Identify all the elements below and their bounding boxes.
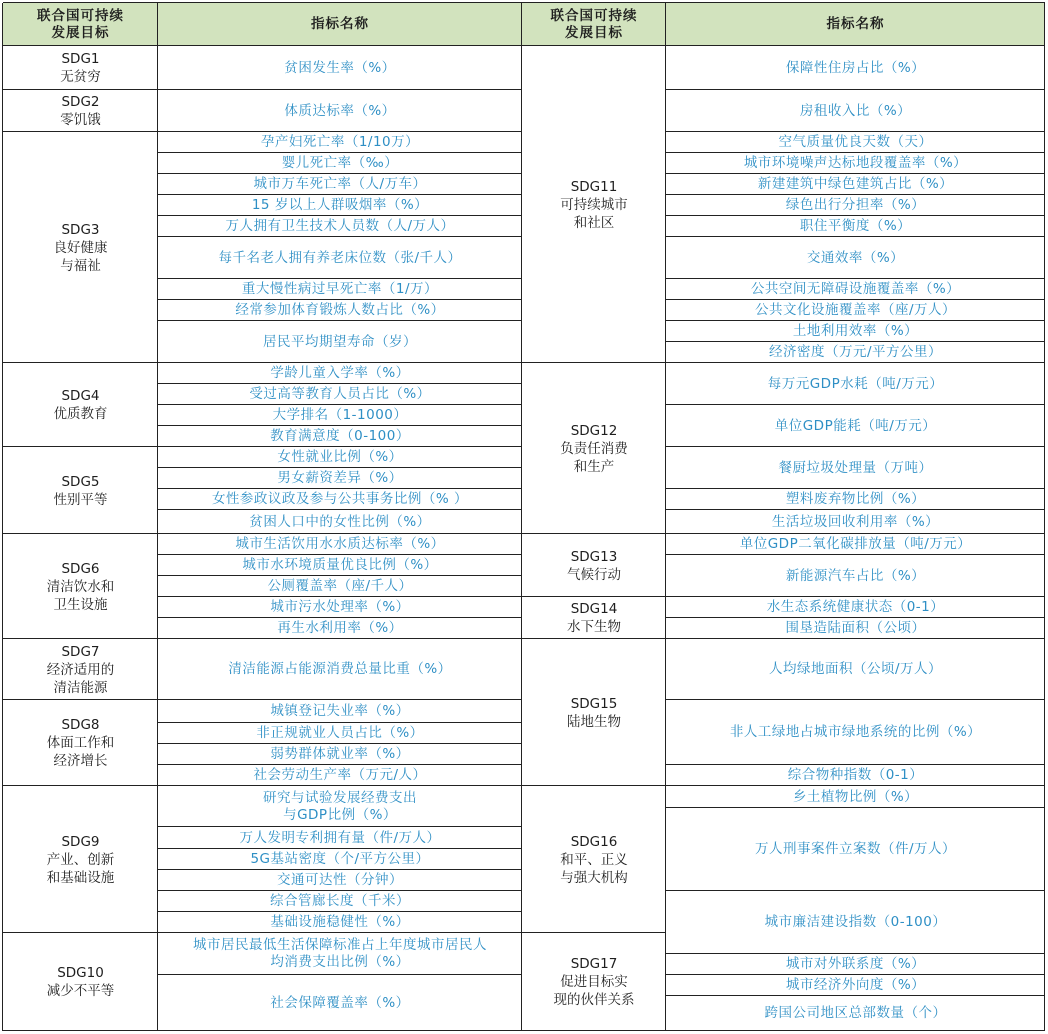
indicator-cell: 女性就业比例（%） bbox=[277, 449, 403, 465]
indicator-cell: 贫困人口中的女性比例（%） bbox=[249, 513, 431, 530]
indicator-cell: 万人发明专利拥有量（件/万人） bbox=[239, 829, 441, 846]
indicator-cell: 孕产妇死亡率（1/10万） bbox=[260, 134, 420, 150]
indicator-cell: 单位GDP二氧化碳排放量（吨/万元） bbox=[739, 536, 972, 552]
indicator-cell: 综合管廊长度（千米） bbox=[270, 893, 410, 909]
indicator-cell: 城市廉洁建设指数（0-100） bbox=[764, 914, 947, 930]
indicator-cell: 受过高等教育人员占比（%） bbox=[249, 386, 431, 402]
indicator-cell: 城市经济外向度（%） bbox=[785, 977, 926, 993]
indicator-cell: 经常参加体育锻炼人数占比（%） bbox=[235, 302, 445, 318]
indicator-cell: 15 岁以上人群吸烟率（%） bbox=[251, 197, 429, 213]
indicator-cell: 居民平均期望寿命（岁） bbox=[263, 333, 417, 350]
table-rule bbox=[3, 45, 1045, 46]
indicator-cell: 非正规就业人员占比（%） bbox=[256, 725, 424, 741]
indicator-cell: 社会劳动生产率（万元/人） bbox=[253, 767, 427, 783]
indicator-cell: 女性参政议政及参与公共事务比例（% ） bbox=[211, 491, 469, 507]
indicator-cell: 土地利用效率（%） bbox=[792, 323, 919, 339]
goal-cell: SDG1 无贫穷 bbox=[60, 51, 101, 85]
indicator-cell: 婴儿死亡率（‰） bbox=[281, 155, 399, 171]
indicator-cell: 贫困发生率（%） bbox=[284, 59, 396, 76]
indicator-cell: 学龄儿童入学率（%） bbox=[270, 365, 410, 381]
indicator-cell: 单位GDP能耗（吨/万元） bbox=[774, 417, 937, 434]
indicator-cell: 城市居民最低生活保障标准占上年度城市居民人 均消费支出比例（%） bbox=[193, 937, 487, 970]
indicator-cell: 清洁能源占能源消费总量比重（%） bbox=[228, 661, 452, 677]
indicator-cell: 绿色出行分担率（%） bbox=[785, 197, 926, 213]
goal-cell: SDG4 优质教育 bbox=[53, 388, 108, 422]
goal-cell: SDG11 可持续城市 和社区 bbox=[560, 178, 628, 231]
indicator-cell: 教育满意度（0-100） bbox=[270, 428, 410, 444]
table-rule bbox=[665, 3, 666, 1031]
goal-cell: SDG3 良好健康 与福祉 bbox=[53, 221, 108, 274]
indicator-cell: 弱势群体就业率（%） bbox=[270, 746, 410, 762]
header-goal-left: 联合国可持续 发展目标 bbox=[3, 3, 158, 46]
table-rule bbox=[157, 3, 158, 1031]
goal-cell: SDG17 促进目标实 现的伙伴关系 bbox=[553, 956, 635, 1008]
indicator-cell: 城市对外联系度（%） bbox=[785, 956, 926, 972]
header-goal-right: 联合国可持续 发展目标 bbox=[522, 3, 666, 46]
header-indicator-left: 指标名称 bbox=[158, 3, 522, 46]
indicator-cell: 男女薪资差异（%） bbox=[277, 470, 403, 486]
indicator-cell: 非人工绿地占城市绿地系统的比例（%） bbox=[729, 724, 982, 740]
indicator-cell: 5G基站密度（个/平方公里） bbox=[250, 851, 430, 867]
table-rule bbox=[3, 2, 1045, 3]
indicator-cell: 交通效率（%） bbox=[806, 249, 905, 266]
goal-cell: SDG13 气候行动 bbox=[567, 548, 621, 583]
indicator-cell: 万人刑事案件立案数（件/万人） bbox=[754, 841, 957, 857]
goal-cell: SDG14 水下生物 bbox=[567, 601, 621, 635]
indicator-cell: 城市生活饮用水水质达标率（%） bbox=[235, 536, 445, 552]
indicator-cell: 生活垃圾回收利用率（%） bbox=[771, 513, 940, 530]
indicator-cell: 城市万车死亡率（人/万车） bbox=[253, 176, 427, 192]
goal-cell: SDG12 负责任消费 和生产 bbox=[560, 422, 628, 475]
indicator-cell: 新建建筑中绿色建筑占比（%） bbox=[757, 176, 954, 192]
sdg-indicator-table bbox=[3, 3, 1045, 1031]
indicator-cell: 保障性住房占比（%） bbox=[785, 59, 926, 76]
indicator-cell: 每千名老人拥有养老床位数（张/千人） bbox=[218, 249, 462, 266]
header-indicator-right: 指标名称 bbox=[666, 3, 1045, 46]
indicator-cell: 职住平衡度（%） bbox=[799, 218, 912, 234]
goal-cell: SDG6 清洁饮水和 卫生设施 bbox=[46, 560, 115, 613]
table-rule bbox=[2, 3, 3, 1031]
indicator-cell: 公共文化设施覆盖率（座/万人） bbox=[754, 302, 957, 318]
indicator-cell: 房租收入比（%） bbox=[799, 102, 912, 119]
table-rule bbox=[521, 3, 522, 1031]
indicator-cell: 综合物种指数（0-1） bbox=[787, 767, 924, 783]
indicator-cell: 空气质量优良天数（天） bbox=[778, 134, 933, 150]
indicator-cell: 跨国公司地区总部数量（个） bbox=[764, 1005, 947, 1021]
indicator-cell: 体质达标率（%） bbox=[284, 102, 396, 119]
goal-cell: SDG2 零饥饿 bbox=[60, 94, 101, 128]
goal-cell: SDG5 性别平等 bbox=[53, 473, 108, 508]
indicator-cell: 围垦造陆面积（公顷） bbox=[785, 620, 926, 636]
indicator-cell: 研究与试验发展经费支出 与GDP比例（%） bbox=[263, 789, 417, 823]
goal-cell: SDG9 产业、创新 和基础设施 bbox=[46, 833, 115, 886]
indicator-cell: 基础设施稳健性（%） bbox=[270, 914, 410, 930]
indicator-cell: 公共空间无障碍设施覆盖率（%） bbox=[750, 281, 961, 297]
indicator-cell: 城市水环境质量优良比例（%） bbox=[242, 557, 438, 573]
table-rule bbox=[1044, 3, 1045, 1031]
goal-cell: SDG15 陆地生物 bbox=[567, 695, 621, 730]
goal-cell: SDG7 经济适用的 清洁能源 bbox=[46, 643, 115, 696]
indicator-cell: 城市环境噪声达标地段覆盖率（%） bbox=[743, 155, 968, 171]
indicator-cell: 大学排名（1-1000） bbox=[272, 407, 408, 423]
goal-cell: SDG8 体面工作和 经济增长 bbox=[46, 717, 115, 769]
indicator-cell: 社会保障覆盖率（%） bbox=[270, 994, 410, 1011]
indicator-cell: 新能源汽车占比（%） bbox=[785, 567, 926, 584]
goal-cell: SDG16 和平、正义 与强大机构 bbox=[560, 833, 628, 886]
indicator-cell: 公厕覆盖率（座/千人） bbox=[267, 578, 413, 594]
indicator-cell: 再生水利用率（%） bbox=[277, 620, 403, 636]
indicator-cell: 水生态系统健康状态（0-1） bbox=[766, 599, 945, 615]
indicator-cell: 乡土植物比例（%） bbox=[792, 788, 919, 805]
indicator-cell: 城镇登记失业率（%） bbox=[270, 703, 410, 719]
table-rule bbox=[3, 1030, 1045, 1031]
goal-cell: SDG10 减少不平等 bbox=[46, 965, 115, 999]
indicator-cell: 万人拥有卫生技术人员数（人/万人） bbox=[225, 218, 455, 234]
indicator-cell: 重大慢性病过早死亡率（1/万） bbox=[241, 281, 439, 297]
indicator-cell: 每万元GDP水耗（吨/万元） bbox=[767, 375, 944, 392]
indicator-cell: 城市污水处理率（%） bbox=[270, 599, 410, 615]
indicator-cell: 塑料废弃物比例（%） bbox=[785, 491, 926, 507]
indicator-cell: 交通可达性（分钟） bbox=[277, 872, 403, 888]
indicator-cell: 人均绿地面积（公顷/万人） bbox=[768, 661, 943, 677]
indicator-cell: 餐厨垃圾处理量（万吨） bbox=[778, 459, 933, 476]
indicator-cell: 经济密度（万元/平方公里） bbox=[768, 344, 943, 360]
